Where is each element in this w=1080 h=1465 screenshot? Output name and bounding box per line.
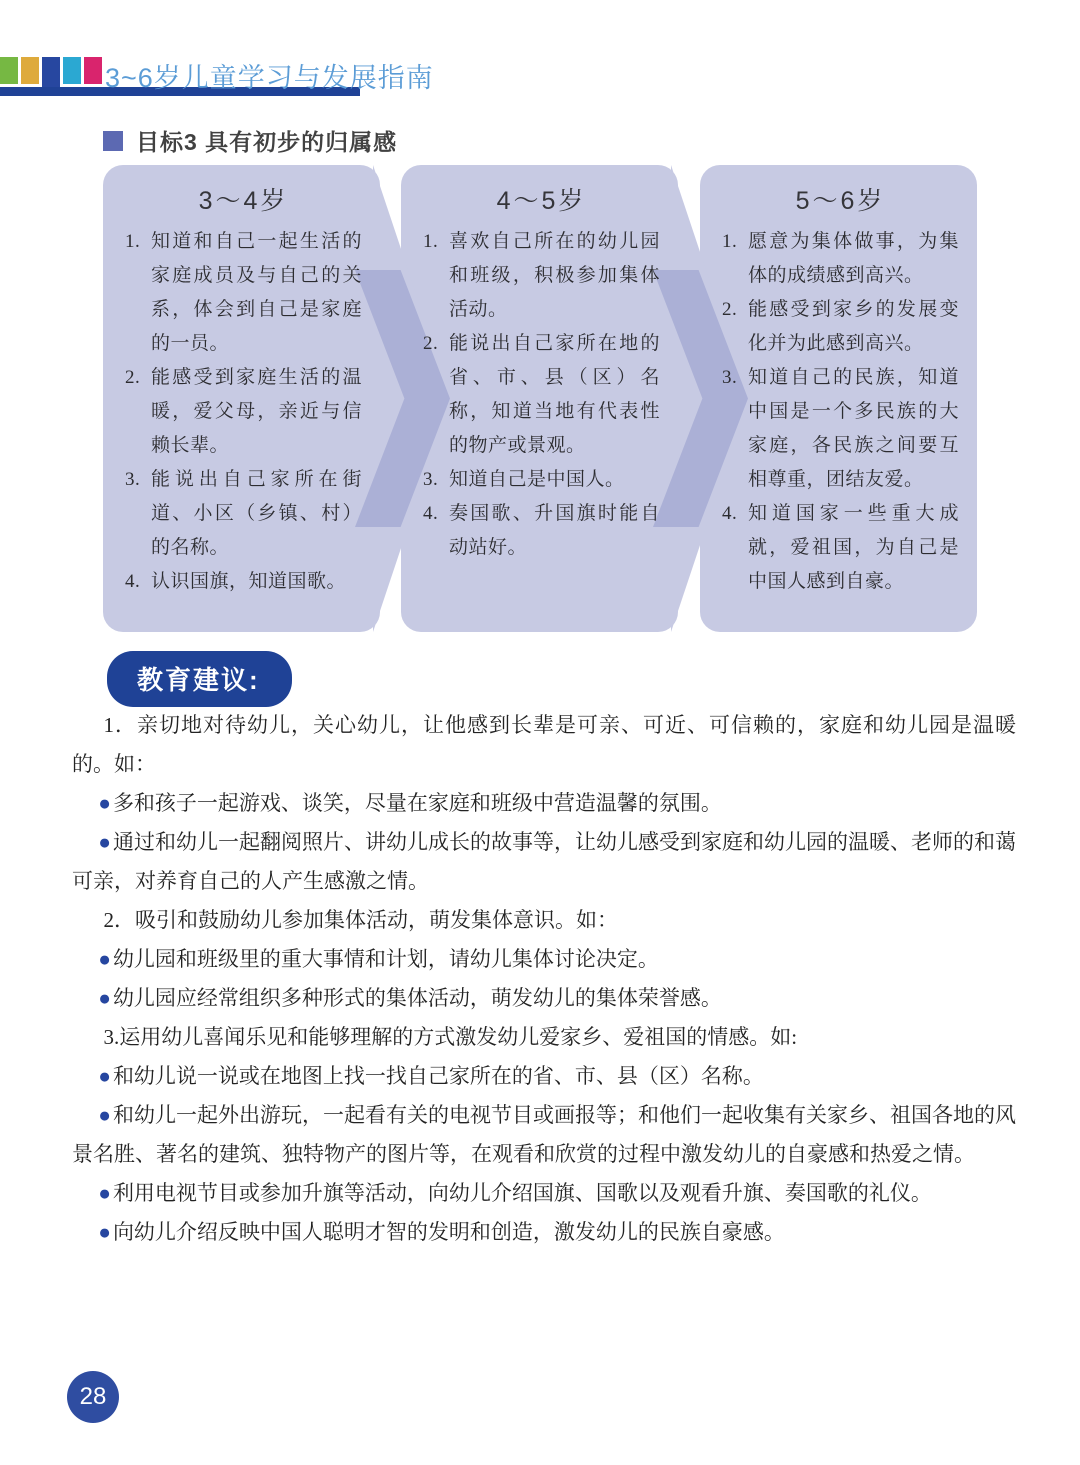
list-item: 2. 能感受到家乡的发展变化并为此感到高兴。 xyxy=(722,299,959,354)
cyan-square-icon xyxy=(63,57,81,84)
bullet-dot-icon: ● xyxy=(98,1103,111,1127)
advice-paragraph: 3.运用幼儿喜闻乐见和能够理解的方式激发幼儿爱家乡、爱祖国的情感。如: xyxy=(103,1025,798,1049)
page-number-badge: 28 xyxy=(67,1371,119,1423)
pink-square-icon xyxy=(84,57,102,84)
list-item: 2. 能感受到家庭生活的温暖，爱父母，亲近与信赖长辈。 xyxy=(125,367,362,456)
bullet-dot-icon: ● xyxy=(98,986,111,1010)
age-box-3-4 xyxy=(103,165,380,632)
bullet-dot-icon: ● xyxy=(98,1181,111,1205)
advice-bullet-item: ●幼儿园和班级里的重大事情和计划，请幼儿集体讨论决定。 xyxy=(98,947,659,971)
advice-paragraph: 1．亲切地对待幼儿，关心幼儿，让他感到长辈是可亲、可近、可信赖的，家庭和幼儿园是温暖的。如： xyxy=(72,713,1016,776)
age-box-title: 5～6岁 xyxy=(795,187,886,215)
advice-bullet-item: ●利用电视节目或参加升旗等活动，向幼儿介绍国旗、国歌以及观看升旗、奏国歌的礼仪。 xyxy=(98,1181,932,1205)
list-item: 4. 认识国旗，知道国歌。 xyxy=(125,571,347,592)
advice-bullet-item: ●向幼儿介绍反映中国人聪明才智的发明和创造，激发幼儿的民族自豪感。 xyxy=(98,1220,785,1244)
list-item: 2. 能说出自己家所在地的省、市、县（区）名称，知道当地有代表性的物产或景观。 xyxy=(423,333,660,456)
advice-body xyxy=(72,706,1016,1252)
section-marker-icon xyxy=(103,131,123,151)
advice-heading-badge: 教育建议: xyxy=(107,651,292,707)
list-item: 1. 喜欢自己所在的幼儿园和班级，积极参加集体活动。 xyxy=(423,231,660,320)
list-item: 1. 愿意为集体做事，为集体的成绩感到高兴。 xyxy=(722,231,959,286)
list-item: 1. 知道和自己一起生活的家庭成员及与自己的关系，体会到自己是家庭的一员。 xyxy=(125,231,362,354)
green-square-icon xyxy=(0,57,18,84)
bullet-dot-icon: ● xyxy=(98,791,111,815)
age-box-title: 3～4岁 xyxy=(198,187,289,215)
section-heading xyxy=(103,124,397,157)
orange-square-icon xyxy=(21,57,39,84)
age-goal-table xyxy=(103,165,977,632)
section-title: 目标3 具有初步的归属感 xyxy=(136,129,398,155)
advice-bullet-item: ●多和孩子一起游戏、谈笑，尽量在家庭和班级中营造温馨的氛围。 xyxy=(98,791,722,815)
age-box-5-6 xyxy=(700,165,977,632)
list-item: 4. 奏国歌、升国旗时能自动站好。 xyxy=(423,503,660,558)
advice-bullet-item: ●通过和幼儿一起翻阅照片、讲幼儿成长的故事等，让幼儿感受到家庭和幼儿园的温暖、老师的和蔼可亲，对养育自己的人产生感激之情。 xyxy=(72,830,1016,893)
advice-bullet-item: ●和幼儿一起外出游玩，一起看有关的电视节目或画报等；和他们一起收集有关家乡、祖国各地的风景名胜、著名的建筑、独特物产的图片等，在观看和欣赏的过程中激发幼儿的自豪感和热爱之情。 xyxy=(72,1103,1016,1166)
list-item: 4. 知道国家一些重大成就，爱祖国，为自己是中国人感到自豪。 xyxy=(722,503,959,592)
age-box-4-5 xyxy=(401,165,678,632)
list-item: 3. 能说出自己家所在街道、小区（乡镇、村）的名称。 xyxy=(125,469,362,558)
bullet-dot-icon: ● xyxy=(98,830,111,854)
advice-bullet-item: ●幼儿园应经常组织多种形式的集体活动，萌发幼儿的集体荣誉感。 xyxy=(98,986,722,1010)
advice-paragraph: 2．吸引和鼓励幼儿参加集体活动，萌发集体意识。如： xyxy=(103,908,618,932)
list-item: 3. 知道自己是中国人。 xyxy=(423,469,625,490)
bullet-dot-icon: ● xyxy=(98,947,111,971)
bullet-dot-icon: ● xyxy=(98,1064,111,1088)
age-box-title: 4～5岁 xyxy=(496,187,587,215)
bullet-dot-icon: ● xyxy=(98,1220,111,1244)
list-item: 3. 知道自己的民族，知道中国是一个多民族的大家庭，各民族之间要互相尊重，团结友爱。 xyxy=(722,367,959,490)
advice-bullet-item: ●和幼儿说一说或在地图上找一找自己家所在的省、市、县（区）名称。 xyxy=(98,1064,764,1088)
book-title: 3~6岁儿童学习与发展指南 xyxy=(105,63,434,93)
